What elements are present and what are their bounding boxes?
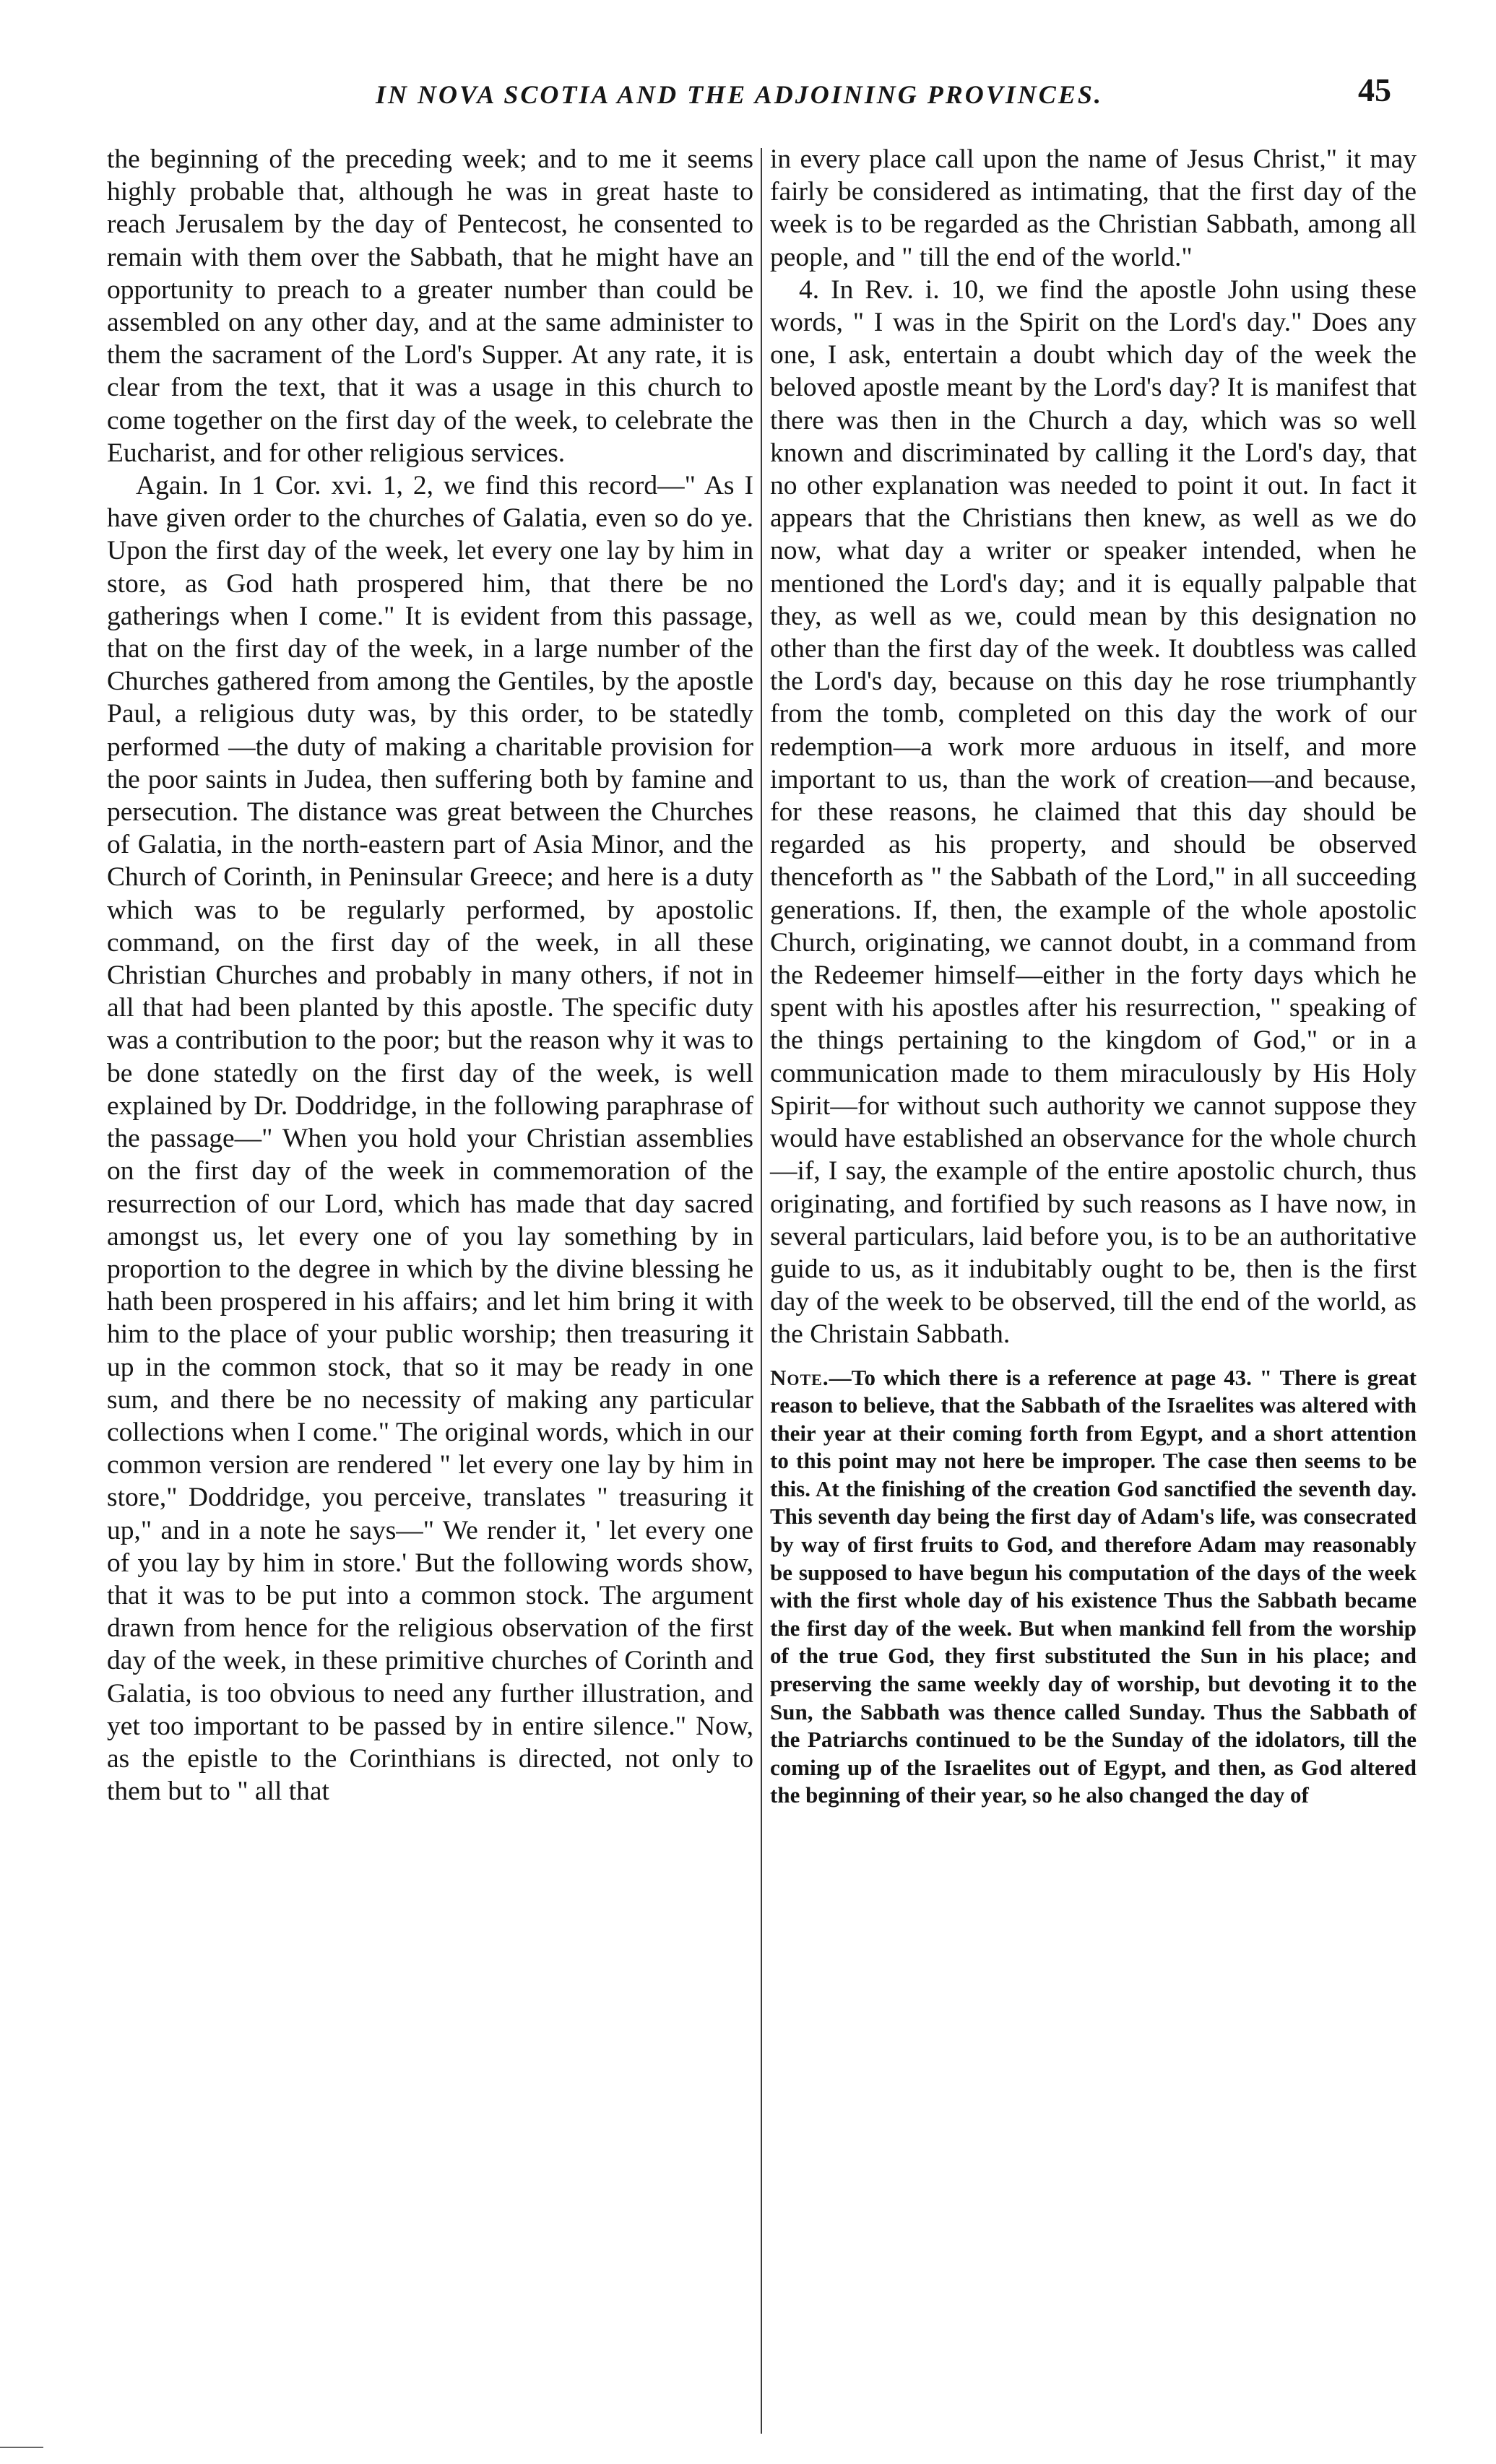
paragraph: Again. In 1 Cor. xvi. 1, 2, we find this record—" As I have given order to the churches of Galatia, even so do ye. Upon the first day of the week, let every one lay by him in store, as God hath prospered him, that there be no gatherings when I come." It is evident from this passage, that on the first day of the week, in a large number of the Churches gathered from among the Gentiles, by the apostle Paul, a religious duty was, by this order, to be statedly performed —the duty of making a charitable provision for the poor saints in Judea, then suffering both by famine and persecution. The distance was great between the Churches of Galatia, in the north-eastern part of Asia Minor, and the Church of Corinth, in Peninsular Greece; and here is a duty which was to be regularly performed, by apostolic command, on the first day of the week, in all these Christian Churches and probably in many others, if not in all that had been planted by this apostle. The specific duty was a contribution to the poor; but the reason why it was to be done statedly on the first day of the week, is well explained by Dr. Doddridge, in the following paraphrase of the passage—" When you hold your Christian assemblies on the first day of the week in commemoration of the resurrection of our Lord, which has made that day sacred amongst us, let every one of you lay something by in proportion to the degree in which by the divine blessing he hath been prospered in his affairs; and let him bring it with him to the place of your public worship; then treasuring it up in the common stock, that so it may be ready in one sum, and there be no necessity of making any particular collections when I come." The original words, which in our common version are rendered " let every one lay by him in store," Doddridge, you perceive, translates " treasuring it up," and in a note he says—" We render it, ' let every one of you lay by him in store.' But the following words show, that it was to be put into a common stock. The argument drawn from hence for the religious observation of the first day of the week, in these primitive churches of Corinth and Galatia, is too obvious to need any further illustration, and yet too important to be passed by in entire silence." Now, as the epistle to the Corinthians is directed, not only to them but to " all that [107,471,753,1807]
footnote-label: Note. [770,1364,829,1390]
right-column [770,143,1417,1810]
paragraph: 4. In Rev. i. 10, we find the apostle John using these words, " I was in the Spirit on the Lord's day." Does any one, I ask, entertain a doubt which day of the week the beloved apostle meant by the Lord's day? It is manifest that there was then in the Church a day, which was so well known and discriminated by calling it the Lord's day, that no other explanation was needed to point it out. In fact it appears that the Christians then knew, as well as we do now, what day a writer or speaker intended, when he mentioned the Lord's day; and it is equally palpable that they, as well as we, could mean by this designation no other than the first day of the week. It doubtless was called the Lord's day, because on this day he rose triumphantly from the tomb, completed on this day the work of our redemption—a work more arduous in itself, and more important to us, than the work of creation—and because, for these reasons, he claimed that this day should be regarded as his property, and should be observed thenceforth as " the Sabbath of the Lord," in all succeeding generations. If, then, the example of the whole apostolic Church, originating, we cannot doubt, in a command from the Redeemer himself—either in the forty days which he spent with his apostles after his resurrection, " speaking of the things pertaining to the kingdom of God," or in a communication made to them miraculously by His Holy Spirit—for without such authority we cannot suppose they would have established an observance for the whole church—if, I say, the example of the entire apostolic church, thus originating, and fortified by such reasons as I have now, in several particulars, laid before you, is to be an authoritative guide to us, as it indubitably ought to be, then is the first day of the week to be observed, till the end of the world, as the Christain Sabbath. [770,274,1417,1350]
running-head [0,58,1496,123]
page-number: 45 [1358,71,1391,108]
column-divider [761,148,762,2434]
paragraph: in every place call upon the name of Jesus Christ," it may fairly be considered as intimating, that the first day of the week is to be regarded as the Christian Sabbath, among all people, and " till the end of the world." [770,144,1417,272]
footnote [770,1364,1417,1810]
paragraph: the beginning of the preceding week; and to me it seems highly probable that, although he was in great haste to reach Jerusalem by the day of Pentecost, he consented to remain with them over the Sabbath, that he might have an opportunity to preach to a greater number than could be assembled on any other day, and at the same administer to them the sacrament of the Lord's Supper. At any rate, it is clear from the text, that it was a usage in this church to come together on the first day of the week, to celebrate the Eucharist, and for other religious services. [107,144,753,468]
running-title: IN NOVA SCOTIA AND THE ADJOINING PROVINCES. [376,80,1103,109]
scan-edge-mark [0,2447,43,2448]
footnote-text: —To which there is a reference at page 43. " There is great reason to believe, that the Sabbath of the Israelites was altered with their year at their coming forth from Egypt, and a short attention to this point may not here be improper. The case then seems to be this. At the finishing of the creation God sanctified the seventh day. This seventh day being the first day of Adam's life, was consecrated by way of first fruits to God, and therefore Adam may reasonably be supposed to have begun his computation of the days of the week with the first whole day of his existence Thus the Sabbath became the first day of the week. But when mankind fell from the worship of the true God, they first substituted the Sun in his place; and preserving the same weekly day of worship, but devoting it to the Sun, the Sabbath was thence called Sunday. Thus the Sabbath of the Patriarchs continued to be the Sunday of the idolators, till the coming up of the Israelites out of Egypt, and then, as God altered the beginning of their year, so he also changed the day of [770,1364,1417,1808]
left-column [107,143,753,1808]
